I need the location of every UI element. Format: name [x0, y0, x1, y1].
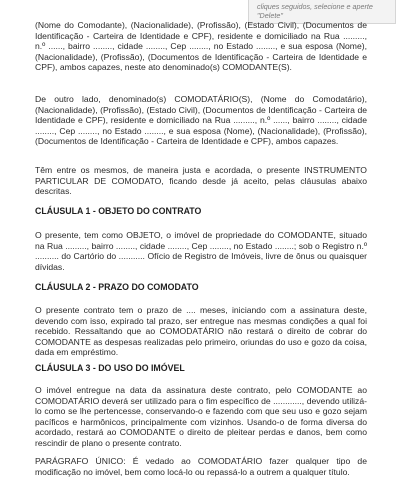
clause-2-paragraph: O presente contrato tem o prazo de .... meses, iniciando com a assinatura deste, devendo com isso, expirado tal prazo, ser entregue nas mesmas condições a qual foi recebido. Ressaltando que ao COMODATÁRIO não restará o direito de cobrar do COMODANTE as despesas realizadas pelo primeiro, oriundas do uso e gozo da coisa, dada em empréstimo. [35, 305, 367, 358]
clause-3-heading: CLÁUSULA 3 - DO USO DO IMÓVEL [35, 363, 185, 373]
paragrafo-unico: PARÁGRAFO ÚNICO: É vedado ao COMODATÁRIO fazer qualquer tipo de modificação no imóvel, bem como locá-lo ou repassá-lo a outrem a qualquer título. [35, 456, 367, 477]
clause-2-heading: CLÁUSULA 2 - PRAZO DO COMODATO [35, 282, 199, 292]
clause-1-paragraph: O presente, tem como OBJETO, o imóvel de propriedade do COMODANTE, situado na Rua ........., bairro ........, cidade ........, Cep ........, no Estado ........; sob o Registro n.º .......... do Cartório do ........... Ofício de Registro de Imóveis, livre de ônus ou quaisquer dívidas. [35, 230, 367, 272]
comodante-paragraph: (Nome do Comodante), (Nacionalidade), (Profissão), (Estado Civil), (Documentos de Identificação - Carteira de Identidade e CPF), residente e domiciliado na Rua ........., n.º ......, bairro ........, cidade ........, Cep ........, no Estado ........, e sua esposa (Nome), (Nacionalidade), (Profissão), (Documentos de Identificação - Carteira de Identidade e CPF), ambos capazes, neste ato denominado(s) COMODANTE(S). [35, 20, 367, 73]
agreement-paragraph: Têm entre os mesmos, de maneira justa e acordada, o presente INSTRUMENTO PARTICULAR DE COMODATO, ficando desde já aceito, pelas cláusulas abaixo descritas. [35, 165, 367, 197]
clause-3-paragraph: O imóvel entregue na data da assinatura deste contrato, pelo COMODANTE ao COMODATÁRIO deverá ser utilizado para o fim específico de ............, devendo utilizá-lo como se lhe pertencesse, conservando-o e fazendo com que seu uso e gozo sejam pacíficos e harmônicos, principalmente com vizinhos. Usando-o de forma diversa do acordado, restará ao COMODANTE o direito de pleitear perdas e danos, bem como rescindir de plano o presente contrato. [35, 385, 367, 448]
instruction-note-text: cliques seguidos, selecione e aperte "Delete" [257, 2, 373, 20]
comodatario-paragraph: De outro lado, denominado(s) COMODATÁRIO(S), (Nome do Comodatário), (Nacionalidade), (Profissão), (Estado Civil), (Documentos de Identificação - Carteira de Identidade e CPF), residente e domiciliado na Rua ........., n.º ......, bairro ........, cidade ........, Cep ........, no Estado ........, e sua esposa (Nome), (Nacionalidade), (Profissão), (Documentos de Identificação - Carteira de Identidade e CPF), ambos capazes. [35, 94, 367, 147]
clause-1-heading: CLÁUSULA 1 - OBJETO DO CONTRATO [35, 206, 202, 216]
